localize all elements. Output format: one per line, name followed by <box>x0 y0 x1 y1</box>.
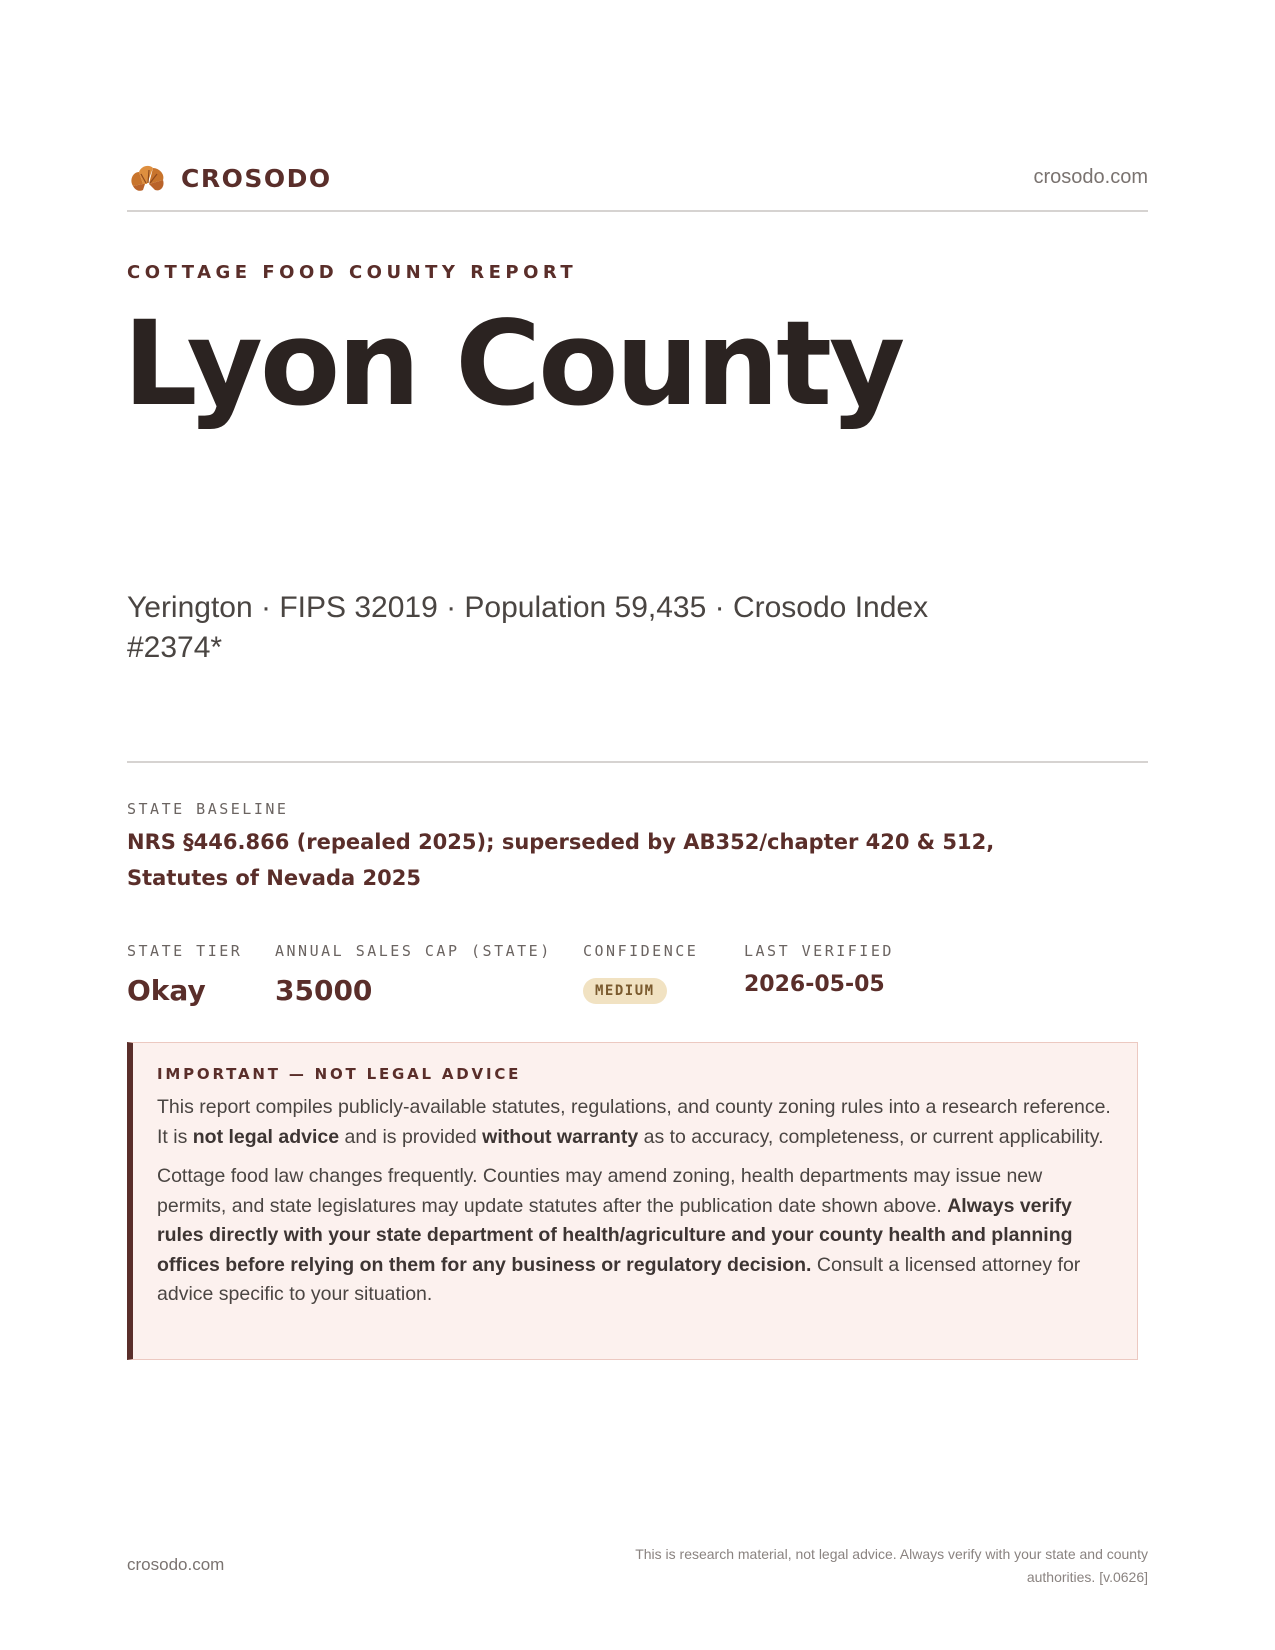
baseline-label: STATE BASELINE <box>127 800 289 818</box>
state-tier-label: STATE TIER <box>127 942 243 960</box>
legal-notice <box>127 1042 1138 1360</box>
report-eyebrow: COTTAGE FOOD COUNTY REPORT <box>127 262 578 283</box>
last-verified-label: LAST VERIFIED <box>744 942 894 960</box>
brand[interactable] <box>127 160 332 196</box>
stat-last-verified <box>744 942 894 997</box>
county-subtitle: Yerington · FIPS 32019 · Population 59,435 · Crosodo Index #2374* <box>127 591 929 664</box>
croissant-icon <box>127 160 167 196</box>
page-header <box>127 158 1148 212</box>
sales-cap-value: 35000 <box>275 974 373 1007</box>
county-title: Lyon County <box>123 295 903 432</box>
site-url[interactable]: crosodo.com <box>1033 166 1148 188</box>
stat-sales-cap <box>275 942 552 1007</box>
confidence-label: CONFIDENCE <box>583 942 699 960</box>
state-tier-value: Okay <box>127 974 206 1007</box>
stat-confidence <box>583 942 698 1004</box>
footer-url[interactable]: crosodo.com <box>127 1555 225 1574</box>
confidence-badge: MEDIUM <box>583 978 667 1004</box>
baseline-statute: NRS §446.866 (repealed 2025); superseded by AB352/chapter 420 & 512, Statutes of Nevada 2025 <box>127 830 995 890</box>
notice-paragraph-1: This report compiles publicly-available statutes, regulations, and county zoning rules into a research reference. It is not legal advice and is provided without warranty as to accuracy, completeness, or current applicability. <box>157 1096 1111 1148</box>
report-page <box>123 0 1148 1650</box>
notice-title: IMPORTANT — NOT LEGAL ADVICE <box>157 1065 522 1083</box>
stat-state-tier <box>127 942 242 1007</box>
notice-paragraph-2: Cottage food law changes frequently. Counties may amend zoning, health departments may issue new permits, and state legislatures may update statutes after the publication date shown above. Always verify rules directly with your state department of health/agriculture and your county health and planning offices before relying on them for any business or regulatory decision. Consult a licensed attorney for advice specific to your situation. <box>157 1165 1081 1305</box>
footer-disclaimer: This is research material, not legal advice. Always verify with your state and county authorities. [v.0626] <box>635 1546 1148 1585</box>
sales-cap-label: ANNUAL SALES CAP (STATE) <box>275 942 552 960</box>
last-verified-value: 2026-05-05 <box>744 972 885 997</box>
section-divider <box>127 761 1148 763</box>
brand-name: CROSODO <box>181 163 332 193</box>
